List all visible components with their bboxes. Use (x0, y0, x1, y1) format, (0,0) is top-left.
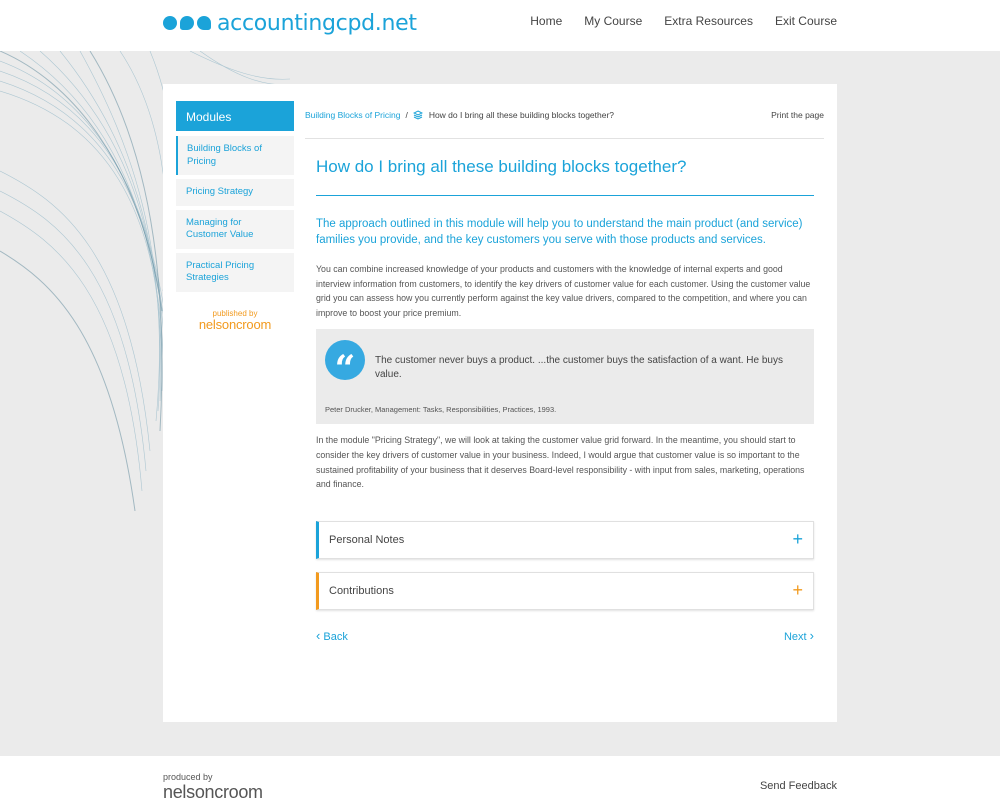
modules-sidebar (176, 101, 294, 331)
site-header (0, 0, 1000, 51)
send-feedback-link[interactable]: Send Feedback (759, 780, 837, 792)
pager (316, 628, 814, 648)
publisher-name: nelsoncroom (198, 316, 272, 332)
nav-my-course[interactable]: My Course (584, 14, 643, 28)
sidebar-item-managing-customer-value[interactable]: Managing for Customer Value (176, 210, 294, 249)
back-button[interactable] (316, 628, 348, 643)
back-label: Back (323, 630, 348, 643)
produced-by-label: produced by (163, 772, 213, 782)
accordion (316, 521, 814, 610)
footer-brand (163, 772, 263, 802)
next-button[interactable] (784, 628, 814, 643)
plus-icon[interactable]: + (792, 528, 803, 549)
site-logo[interactable] (163, 8, 417, 38)
contributions-accordion[interactable] (316, 572, 814, 610)
nav-exit-course[interactable]: Exit Course (774, 14, 837, 28)
logo-text: accountingcpd.net (217, 10, 417, 36)
body-paragraph-1: You can combine increased knowledge of your products and customers with the knowledge of internal experts and good interview information from customers, to identify the key drivers of customer value for each customer. Using the customer value grid you can assess how you currently perform against the key value drivers, compared to the competition, and where you can improve to boost your price premium. (316, 264, 811, 318)
personal-notes-accordion[interactable] (316, 521, 814, 559)
sidebar-item-practical-pricing[interactable]: Practical Pricing Strategies (176, 253, 294, 292)
plus-icon[interactable]: + (792, 579, 803, 600)
breadcrumb-separator: / (405, 110, 408, 120)
quote-icon: “ (325, 340, 365, 380)
next-label: Next (783, 630, 807, 643)
page-title: How do I bring all these building blocks together? (316, 157, 687, 176)
quote-source: Peter Drucker, Management: Tasks, Responsibilities, Practices, 1993. (325, 405, 557, 415)
published-by-label: published by (212, 308, 258, 318)
nav-home[interactable]: Home (530, 14, 563, 28)
breadcrumb (305, 110, 614, 120)
footer-brand-name: nelsoncroom (163, 782, 263, 802)
intro-text: The approach outlined in this module will help you to understand the main product (and service) families you provide, and the key customers you serve with those products and services. (316, 218, 803, 246)
sidebar-item-pricing-strategy[interactable]: Pricing Strategy (176, 179, 294, 206)
main-nav (530, 14, 837, 28)
title-divider (316, 195, 814, 196)
logo-mark-icon (163, 16, 211, 30)
chevron-right-icon: › (809, 627, 814, 643)
breadcrumb-current: How do I bring all these building blocks together? (428, 110, 615, 120)
quote-box (316, 329, 814, 424)
chevron-left-icon: ‹ (316, 627, 321, 643)
accordion-label: Contributions (329, 584, 394, 597)
layers-icon (413, 110, 423, 120)
publisher-logo (176, 309, 294, 331)
sidebar-item-building-blocks[interactable]: Building Blocks of Pricing (176, 136, 294, 175)
site-footer (0, 756, 1000, 810)
print-page-link[interactable]: Print the page (771, 110, 824, 120)
accordion-label: Personal Notes (329, 533, 405, 546)
nav-extra-resources[interactable]: Extra Resources (664, 14, 753, 28)
main-content (316, 156, 814, 648)
quote-text: The customer never buys a product. ...the customer buys the satisfaction of a want. He buys value. (375, 355, 783, 380)
divider (305, 138, 824, 139)
content-card (163, 84, 837, 722)
sidebar-heading: Modules (176, 101, 294, 131)
breadcrumb-parent-link[interactable]: Building Blocks of Pricing (305, 110, 401, 120)
body-paragraph-2: In the module "Pricing Strategy", we will look at taking the customer value grid forward. In the meantime, you should start to consider the key drivers of customer value in your business. Indeed, I would argue that customer value is so important to the sustained profitability of your business that it deserves Board-level responsibility - with input from sales, marketing, operations and finance. (316, 435, 805, 490)
